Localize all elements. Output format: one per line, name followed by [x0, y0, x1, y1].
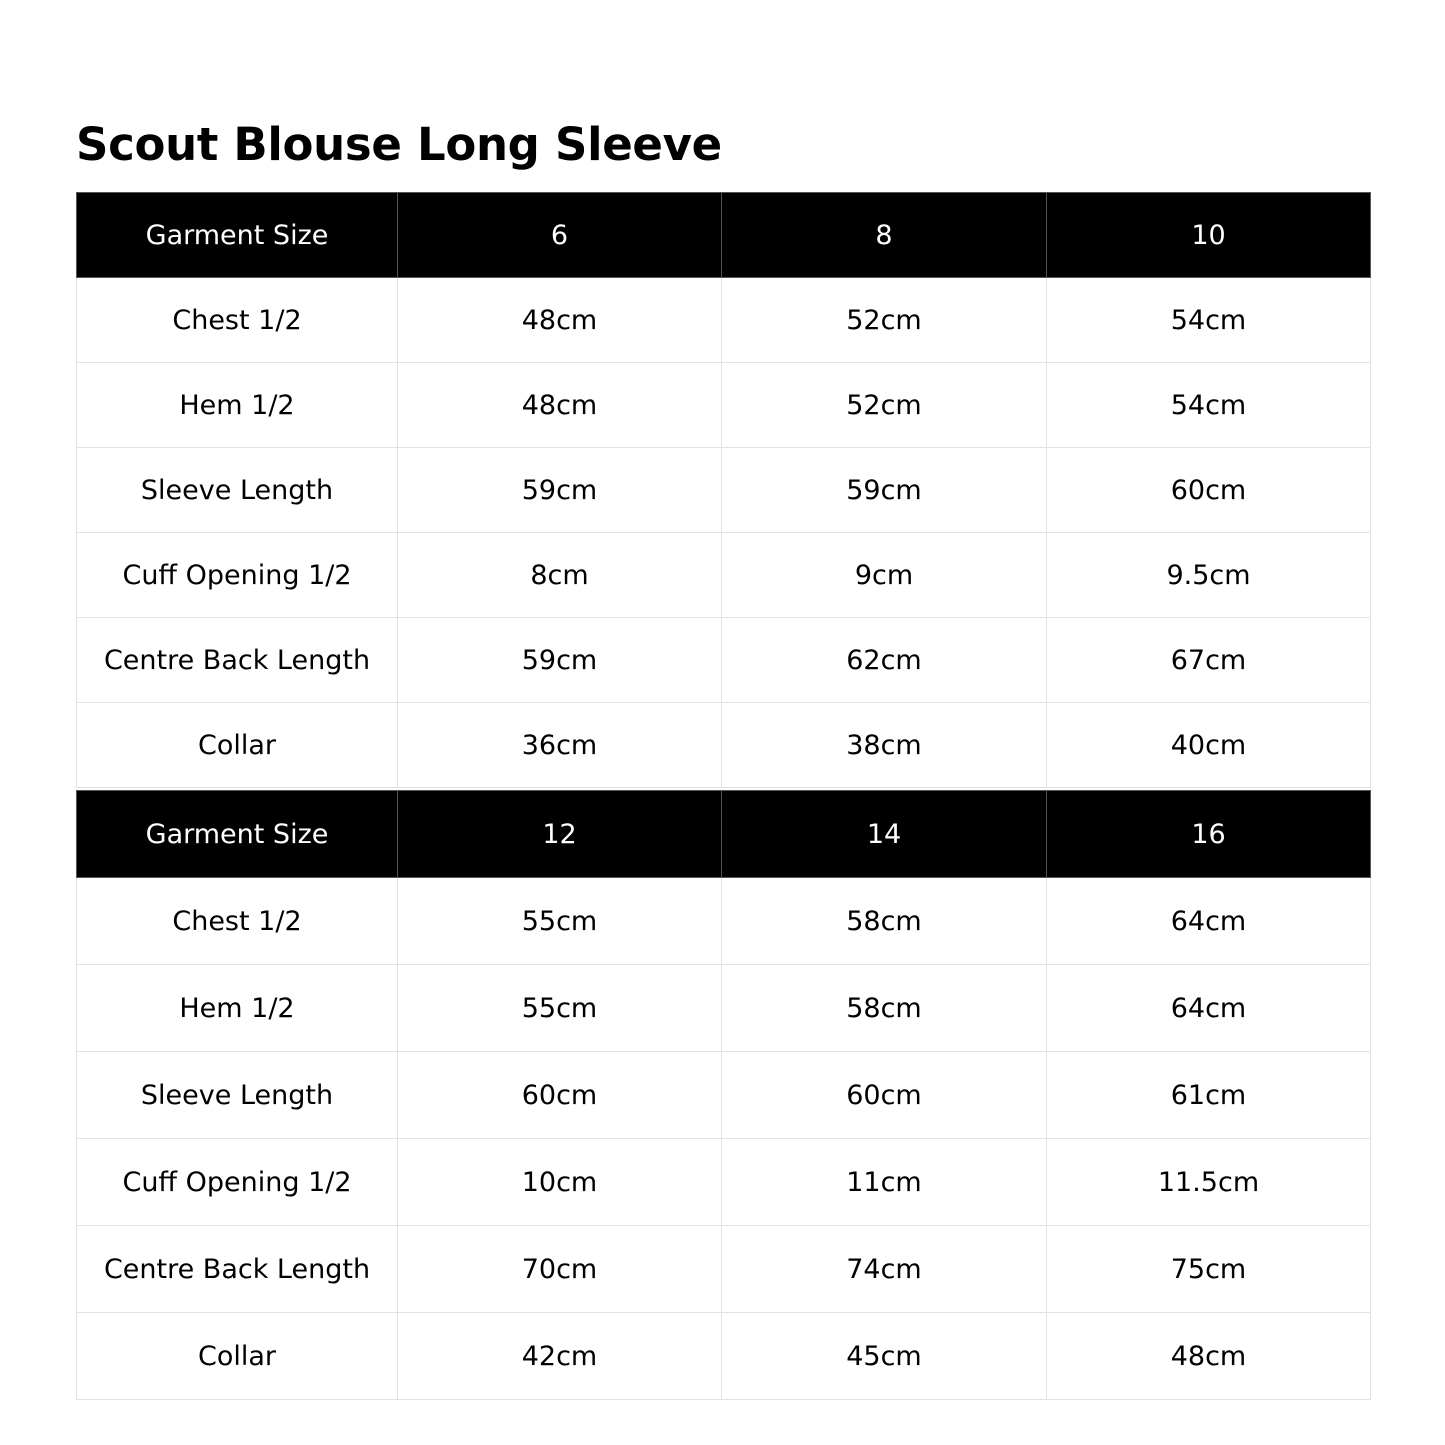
table-cell: 52cm — [722, 278, 1047, 363]
table-cell: 54cm — [1047, 363, 1371, 448]
table-row — [77, 878, 1371, 965]
table-cell: 42cm — [398, 1313, 722, 1400]
table-cell: 54cm — [1047, 278, 1371, 363]
table-cell: 64cm — [1047, 965, 1371, 1052]
table-cell: 60cm — [1047, 448, 1371, 533]
row-label: Hem 1/2 — [77, 363, 398, 448]
table-cell: 40cm — [1047, 703, 1371, 788]
row-label: Centre Back Length — [77, 1226, 398, 1313]
table-row — [77, 965, 1371, 1052]
table-cell: 60cm — [398, 1052, 722, 1139]
table-cell: 11.5cm — [1047, 1139, 1371, 1226]
table-cell: 58cm — [722, 878, 1047, 965]
table-cell: 55cm — [398, 878, 722, 965]
table-row — [77, 278, 1371, 363]
row-label: Centre Back Length — [77, 618, 398, 703]
table-cell: 9.5cm — [1047, 533, 1371, 618]
table-header-row — [77, 791, 1371, 878]
table-cell: 59cm — [722, 448, 1047, 533]
row-label: Collar — [77, 1313, 398, 1400]
row-label: Chest 1/2 — [77, 278, 398, 363]
table-cell: 62cm — [722, 618, 1047, 703]
table-cell: 10cm — [398, 1139, 722, 1226]
table-cell: 52cm — [722, 363, 1047, 448]
table-cell: 64cm — [1047, 878, 1371, 965]
table-cell: 61cm — [1047, 1052, 1371, 1139]
table-cell: 55cm — [398, 965, 722, 1052]
table-cell: 38cm — [722, 703, 1047, 788]
table-row — [77, 618, 1371, 703]
table-cell: 67cm — [1047, 618, 1371, 703]
header-cell-size: 8 — [722, 193, 1047, 278]
row-label: Cuff Opening 1/2 — [77, 1139, 398, 1226]
table-cell: 45cm — [722, 1313, 1047, 1400]
table-row — [77, 1226, 1371, 1313]
table-cell: 60cm — [722, 1052, 1047, 1139]
header-cell-size: 10 — [1047, 193, 1371, 278]
table-cell: 48cm — [398, 278, 722, 363]
row-label: Hem 1/2 — [77, 965, 398, 1052]
table-row — [77, 703, 1371, 788]
table-cell: 36cm — [398, 703, 722, 788]
header-cell-garment-size: Garment Size — [77, 193, 398, 278]
header-cell-size: 6 — [398, 193, 722, 278]
table-cell: 48cm — [1047, 1313, 1371, 1400]
table-cell: 70cm — [398, 1226, 722, 1313]
table-cell: 59cm — [398, 448, 722, 533]
table-cell: 74cm — [722, 1226, 1047, 1313]
table-row — [77, 1313, 1371, 1400]
table-cell: 11cm — [722, 1139, 1047, 1226]
table-cell: 48cm — [398, 363, 722, 448]
table-cell: 75cm — [1047, 1226, 1371, 1313]
table-row — [77, 533, 1371, 618]
table-row — [77, 363, 1371, 448]
table-cell: 8cm — [398, 533, 722, 618]
size-table-small — [76, 192, 1371, 788]
table-cell: 9cm — [722, 533, 1047, 618]
row-label: Sleeve Length — [77, 448, 398, 533]
page-title: Scout Blouse Long Sleeve — [76, 118, 722, 171]
table-cell: 58cm — [722, 965, 1047, 1052]
header-cell-size: 14 — [722, 791, 1047, 878]
row-label: Sleeve Length — [77, 1052, 398, 1139]
header-cell-size: 16 — [1047, 791, 1371, 878]
table-row — [77, 1052, 1371, 1139]
table-row — [77, 448, 1371, 533]
size-table-large — [76, 790, 1371, 1400]
table-row — [77, 1139, 1371, 1226]
table-cell: 59cm — [398, 618, 722, 703]
header-cell-size: 12 — [398, 791, 722, 878]
row-label: Cuff Opening 1/2 — [77, 533, 398, 618]
row-label: Chest 1/2 — [77, 878, 398, 965]
header-cell-garment-size: Garment Size — [77, 791, 398, 878]
table-header-row — [77, 193, 1371, 278]
row-label: Collar — [77, 703, 398, 788]
